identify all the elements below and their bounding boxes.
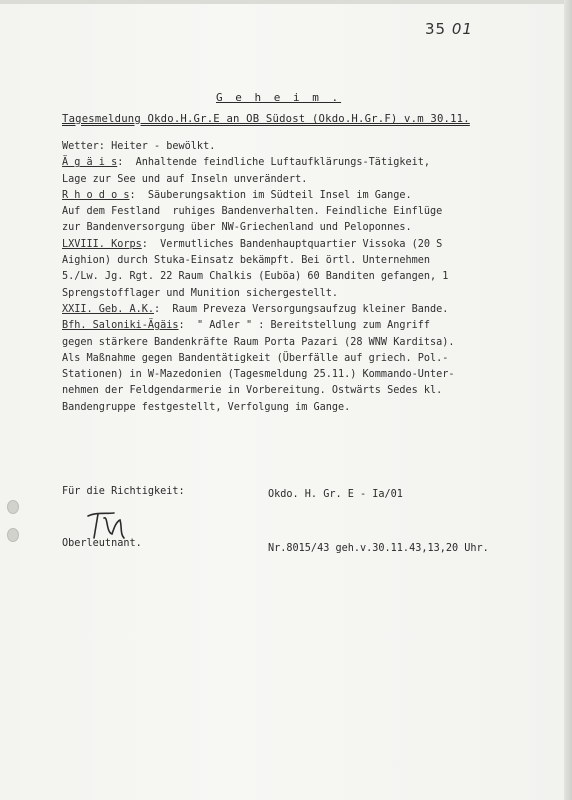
report-line xyxy=(62,269,522,285)
classification-heading: G e h e i m . xyxy=(216,91,342,104)
report-line xyxy=(62,286,522,302)
report-subject: Tagesmeldung Okdo.H.Gr.E an OB Südost (Okdo.H.Gr.F) v.m 30.11. xyxy=(62,113,470,125)
attestation-label: Für die Richtigkeit: xyxy=(62,486,185,497)
line-text: Als Maßnahme gegen Bandentätigkeit (Überfälle auf griech. Pol.- xyxy=(62,352,449,364)
report-line xyxy=(62,204,522,220)
report-line xyxy=(62,253,522,269)
signatory-rank: Oberleutnant. xyxy=(62,538,142,549)
report-line xyxy=(62,237,522,253)
reference-line-2: Nr.8015/43 geh.v.30.11.43,13,20 Uhr. xyxy=(268,543,489,554)
line-text: zur Bandenversorgung über NW-Griechenland und Peloponnes. xyxy=(62,222,412,234)
report-line xyxy=(62,302,522,318)
punch-hole xyxy=(7,500,19,514)
section-label: Bfh. Saloniki-Ägäis xyxy=(62,320,179,332)
page-top-edge xyxy=(0,0,572,4)
report-line xyxy=(62,139,522,155)
report-line xyxy=(62,188,522,204)
line-text: Wetter: Heiter - bewölkt. xyxy=(62,141,216,152)
handwritten-signature xyxy=(84,508,130,542)
line-text: Stationen) in W-Mazedonien (Tagesmeldung 25.11.) Kommando-Unter- xyxy=(62,369,455,381)
section-label: XXII. Geb. A.K. xyxy=(62,303,155,315)
line-text: : Anhaltende feindliche Luftaufklärungs-Tätigkeit, xyxy=(117,157,431,169)
page-right-edge xyxy=(564,0,572,800)
line-text: 5./Lw. Jg. Rgt. 22 Raum Chalkis (Euböa) 60 Banditen gefangen, 1 xyxy=(62,271,449,283)
report-line xyxy=(62,172,522,188)
report-line xyxy=(62,335,522,351)
report-line xyxy=(62,400,522,416)
line-text: : Säuberungsaktion im Südteil Insel im Gange. xyxy=(129,189,412,201)
report-body xyxy=(62,139,522,416)
line-text: : " Adler " : Bereitstellung zum Angriff xyxy=(178,320,431,332)
folio-number-main: 35 xyxy=(425,20,447,38)
folio-number xyxy=(425,20,473,38)
report-line xyxy=(62,351,522,367)
section-label: R h o d o s xyxy=(62,189,130,201)
line-text: : Raum Preveza Versorgungsaufzug kleiner Bande. xyxy=(154,303,449,315)
section-label: Ä g ä i s xyxy=(62,157,118,169)
report-line xyxy=(62,318,522,334)
report-line xyxy=(62,155,522,171)
report-line xyxy=(62,220,522,236)
line-text: Sprengstofflager und Munition sichergestellt. xyxy=(62,287,339,299)
folio-number-suffix: 01 xyxy=(451,20,473,38)
reference-line-1: Okdo. H. Gr. E - Ia/01 xyxy=(268,489,403,500)
line-text: : Vermutliches Bandenhauptquartier Vissoka (20 S xyxy=(141,238,443,250)
report-line xyxy=(62,367,522,383)
line-text: nehmen der Feldgendarmerie in Vorbereitung. Ostwärts Sedes kl. xyxy=(62,385,443,397)
section-label: LXVIII. Korps xyxy=(62,238,142,250)
line-text: Lage zur See und auf Inseln unverändert. xyxy=(62,173,308,185)
line-text: gegen stärkere Bandenkräfte Raum Porta Pazari (28 WNW Karditsa). xyxy=(62,336,455,348)
line-text: Bandengruppe festgestellt, Verfolgung im Gange. xyxy=(62,401,351,413)
reference-block xyxy=(268,450,489,594)
report-line xyxy=(62,383,522,399)
punch-hole xyxy=(7,528,19,542)
line-text: Aighion) durch Stuka-Einsatz bekämpft. Bei örtl. Unternehmen xyxy=(62,255,431,267)
line-text: Auf dem Festland ruhiges Bandenverhalten. Feindliche Einflüge xyxy=(62,206,443,218)
